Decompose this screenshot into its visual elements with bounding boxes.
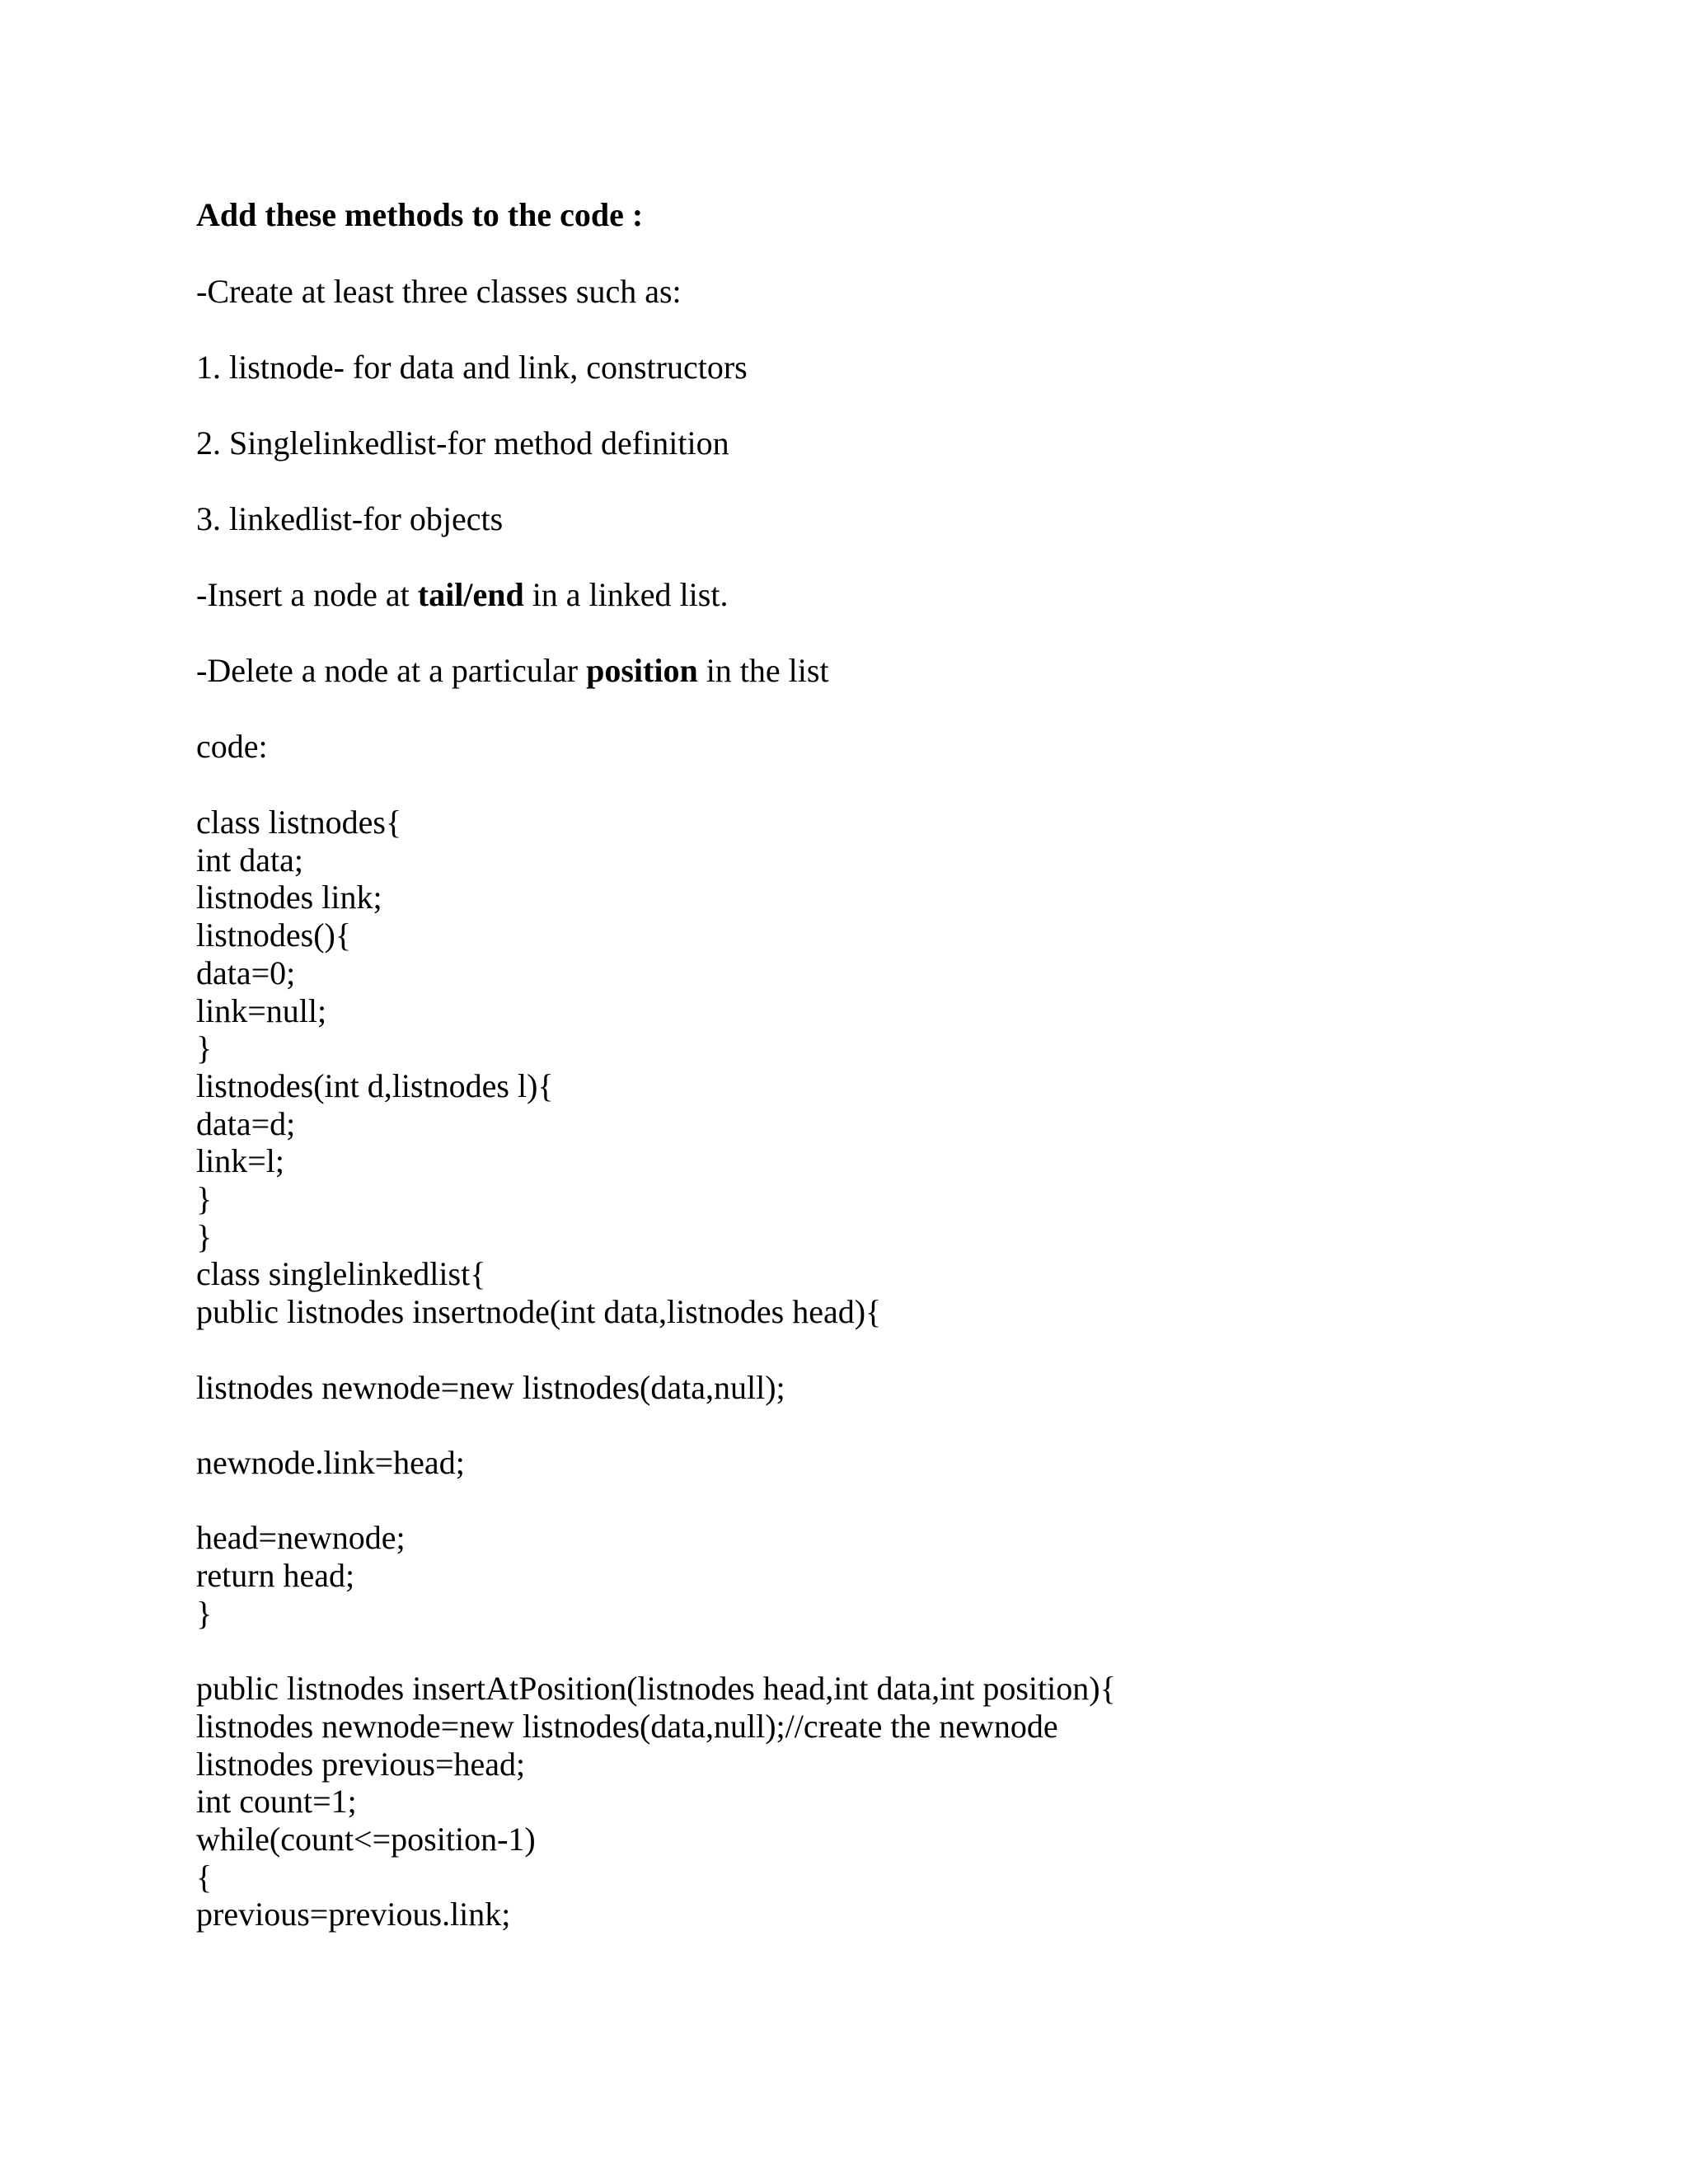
code-line: newnode.link=head; [196, 1443, 465, 1481]
code-label: code: [196, 728, 268, 765]
code-line: } [196, 1594, 213, 1632]
code-line: listnodes newnode=new listnodes(data,null); [196, 1368, 785, 1406]
code-line: while(count<=position-1) [196, 1820, 536, 1858]
code-line: head=newnode; [196, 1519, 406, 1557]
code-line: listnodes newnode=new listnodes(data,null);//create the newnode [196, 1707, 1058, 1745]
code-line: link=null; [196, 991, 327, 1029]
class-item-1: 1. listnode- for data and link, constructors [196, 349, 748, 386]
code-line: listnodes(int d,listnodes l){ [196, 1066, 554, 1104]
class-item-2: 2. Singlelinkedlist-for method definition [196, 424, 729, 462]
code-line: public listnodes insertAtPosition(listnodes head,int data,int position){ [196, 1670, 1116, 1708]
task-insert-tail-bold: tail/end [417, 576, 524, 613]
code-line: class listnodes{ [196, 804, 402, 841]
code-line: } [196, 1180, 213, 1217]
code-line: link=l; [196, 1142, 285, 1180]
code-line: return head; [196, 1557, 355, 1594]
code-line: } [196, 1217, 213, 1255]
code-line: int count=1; [196, 1783, 357, 1821]
task-delete-bold: position [586, 652, 698, 689]
task-delete-before: -Delete a node at a particular [196, 652, 587, 689]
code-line: listnodes(){ [196, 916, 352, 954]
code-line: listnodes link; [196, 879, 382, 916]
task-delete-after: in the list [697, 652, 829, 689]
code-line: data=0; [196, 954, 296, 991]
code-line: previous=previous.link; [196, 1896, 511, 1933]
task-delete-position [196, 652, 829, 690]
code-line: } [196, 1029, 213, 1067]
page-heading: Add these methods to the code : [196, 196, 644, 233]
class-item-3: 3. linkedlist-for objects [196, 500, 504, 537]
code-line: data=d; [196, 1104, 296, 1142]
code-line: class singlelinkedlist{ [196, 1255, 486, 1293]
code-line: listnodes previous=head; [196, 1745, 526, 1783]
intro-text: -Create at least three classes such as: [196, 273, 682, 310]
task-insert-tail [196, 576, 728, 614]
task-insert-tail-after: in a linked list. [523, 576, 729, 613]
task-insert-tail-before: -Insert a node at [196, 576, 418, 613]
code-line: int data; [196, 841, 303, 879]
code-line: public listnodes insertnode(int data,listnodes head){ [196, 1293, 882, 1331]
code-line: { [196, 1858, 213, 1896]
